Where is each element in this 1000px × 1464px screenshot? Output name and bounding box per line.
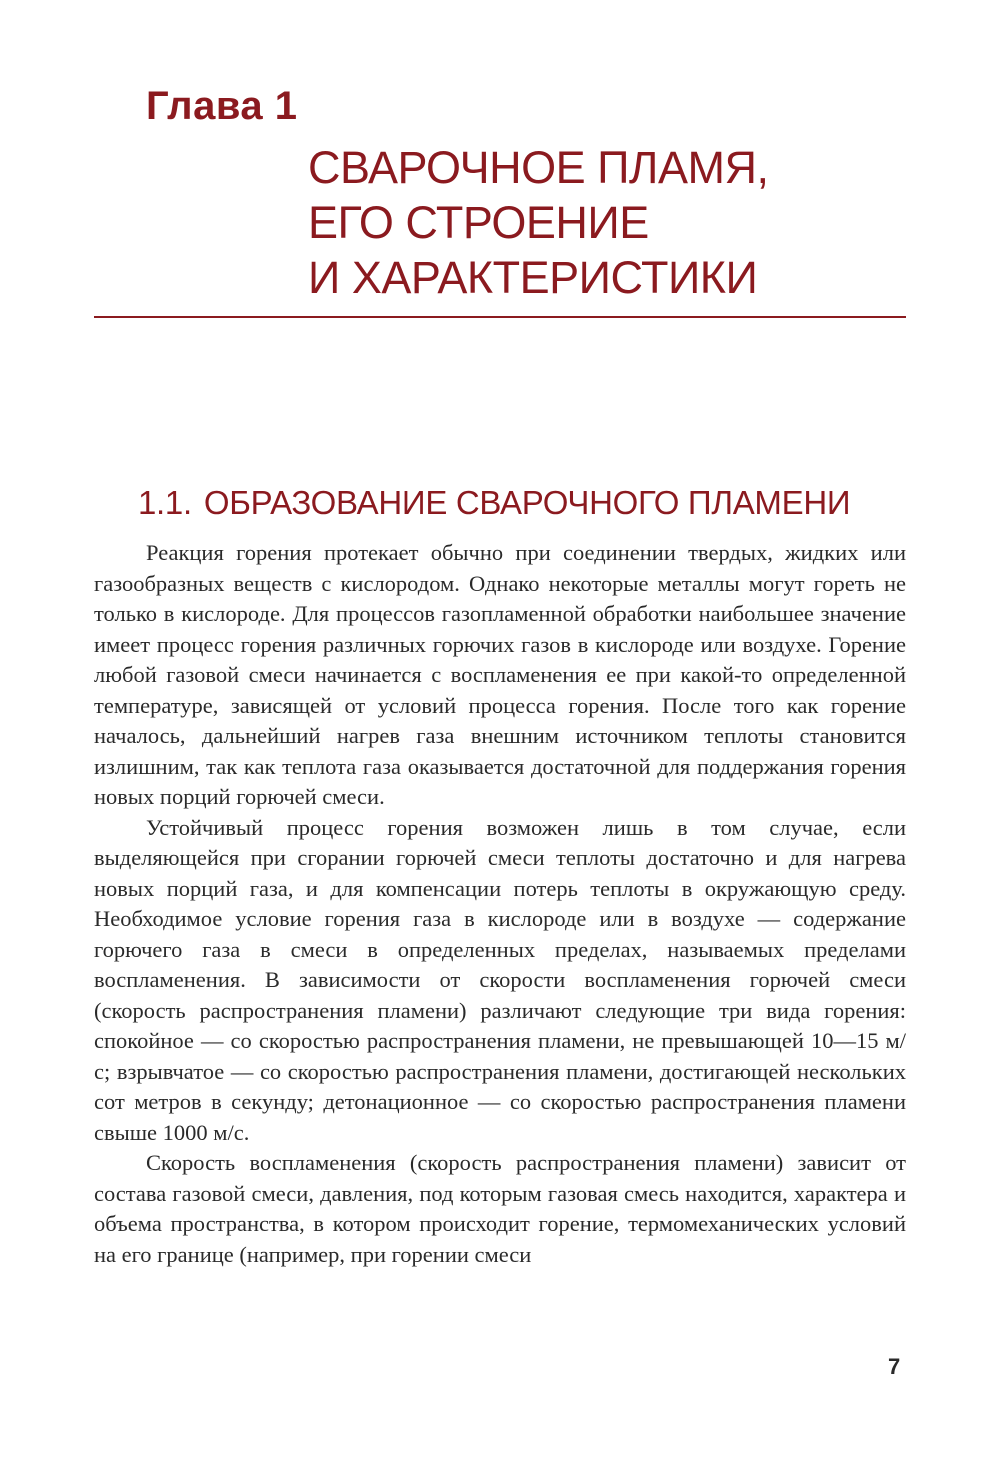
chapter-title-line: СВАРОЧНОЕ ПЛАМЯ, <box>308 142 769 193</box>
paragraph: Реакция горения протекает обычно при соединении твердых, жидких или газообразных веществ с кислородом. Однако некоторые металлы могут гореть не только в кислороде. Для процессов газопламенной обработки наибольшее значение имеет процесс горения различных горючих газов в кислороде или воздухе. Горение любой газовой смеси начинается с воспламенения ее при какой-то определенной температуре, зависящей от условий процесса горения. После того как горение началось, дальнейший нагрев газа внешним источником теплоты становится излишним, так как теплота газа оказывается достаточной для поддержания горения новых порций горючей смеси. <box>94 540 906 809</box>
section-heading <box>138 484 850 522</box>
chapter-title <box>308 140 768 305</box>
paragraph: Устойчивый процесс горения возможен лишь в том случае, если выделяющейся при сгорании горючей смеси теплоты достаточно и для нагрева новых порций газа, и для компенсации потерь теплоты в окружающую среду. Необходимое условие горения газа в кислороде или в воздухе — содержание горючего газа в смеси в определенных пределах, называемых пределами воспламенения. В зависимости от скорости воспламенения горючей смеси (скорость распространения пламени) различают следующие три вида горения: спокойное — со скоростью распространения пламени, не превышающей 10—15 м/с; взрывчатое — со скоростью распространения пламени, достигающей нескольких сот метров в секунду; детонационное — со скоростью распространения пламени свыше 1000 м/с. <box>94 814 906 1145</box>
page-number: 7 <box>888 1354 901 1379</box>
chapter-title-line: ЕГО СТРОЕНИЕ <box>308 197 649 248</box>
section-title: ОБРАЗОВАНИЕ СВАРОЧНОГО ПЛАМЕНИ <box>203 484 851 521</box>
paragraph: Скорость воспламенения (скорость распространения пламени) зависит от состава газовой смеси, давления, под которым газовая смесь находится, характера и объема пространства, в котором происходит горение, термомеханических условий на его границе (например, при горении смеси <box>94 1150 906 1267</box>
chapter-divider <box>94 316 906 318</box>
chapter-label: Глава 1 <box>146 84 298 128</box>
body-text <box>94 538 906 1270</box>
chapter-title-line: И ХАРАКТЕРИСТИКИ <box>308 252 758 303</box>
section-number: 1.1. <box>138 484 192 521</box>
